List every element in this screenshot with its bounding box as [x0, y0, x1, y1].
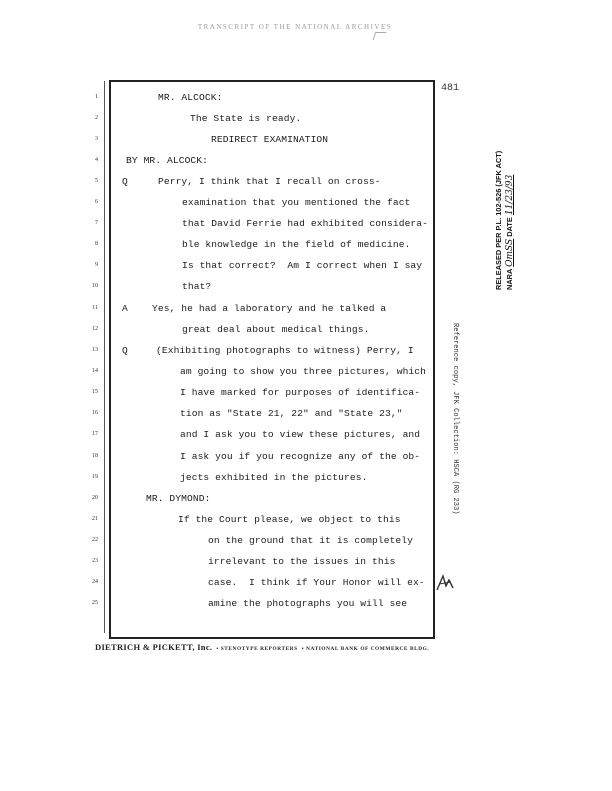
transcript-line: I ask you if you recognize any of the ob- [180, 451, 421, 462]
line-number: 19 [92, 474, 98, 480]
firm-address: NATIONAL BANK OF COMMERCE BLDG. [306, 646, 430, 652]
transcript-line: Perry, I think that I recall on cross- [158, 176, 381, 187]
line-number: 9 [95, 262, 98, 268]
line-number: 14 [92, 368, 98, 374]
line-number: 17 [92, 431, 98, 437]
transcript-line: Is that correct? Am I correct when I say [182, 260, 423, 271]
line-number: 5 [95, 178, 98, 184]
speaker-q: Q [122, 176, 128, 187]
reporters-label: STENOTYPE REPORTERS [220, 646, 298, 652]
firm-name: DIETRICH & PICKETT, Inc. [95, 642, 213, 652]
line-number: 22 [92, 537, 98, 543]
line-number: 13 [92, 347, 98, 353]
transcript-line: case. I think if Your Honor will ex- [208, 577, 425, 588]
speaker-q: Q [122, 345, 128, 356]
line-number: 7 [95, 220, 98, 226]
transcript-line: on the ground that it is completely [208, 535, 414, 546]
transcript-line: jects exhibited in the pictures. [180, 472, 368, 483]
line-number: 25 [92, 600, 98, 606]
transcript-line: MR. ALCOCK: [158, 92, 223, 103]
transcript-line: REDIRECT EXAMINATION [211, 134, 329, 145]
nara-label: NARA [505, 268, 514, 290]
line-number: 20 [92, 495, 98, 501]
transcript-line: BY MR. ALCOCK: [126, 155, 209, 166]
transcript-line: tion as "State 21, 22" and "State 23," [180, 408, 403, 419]
transcript-line: am going to show you three pictures, which [180, 366, 427, 377]
page-number: 481 [441, 83, 460, 94]
transcript-line: amine the photographs you will see [208, 598, 408, 609]
line-number: 8 [95, 241, 98, 247]
speaker-a: A [122, 303, 128, 314]
line-number: 6 [95, 199, 98, 205]
reference-note-text: Reference copy, JFK Collection: HSCA (RG 233) [451, 323, 459, 515]
transcript-line: that? [182, 281, 212, 292]
line-number: 11 [92, 305, 98, 311]
nara-initials: OmSS [505, 238, 515, 267]
transcript-line: MR. DYMOND: [146, 493, 211, 504]
transcript-line: I have marked for purposes of identifica- [180, 387, 421, 398]
transcript-line: irrelevant to the issues in this [208, 556, 396, 567]
transcript-line: and I ask you to view these pictures, and [180, 429, 421, 440]
transcript-line: great deal about medical things. [182, 324, 370, 335]
line-number: 18 [92, 453, 98, 459]
release-line: RELEASED PER P.L. 102-526 (JFK ACT) [494, 150, 503, 290]
release-stamp [493, 95, 523, 295]
transcript-line: The State is ready. [190, 113, 302, 124]
line-number: 12 [92, 326, 98, 332]
transcript-line: examination that you mentioned the fact [182, 197, 411, 208]
line-number: 15 [92, 389, 98, 395]
line-number: 1 [95, 94, 98, 100]
transcript-line: (Exhibiting photographs to witness) Perry, I [156, 345, 414, 356]
date-label: DATE [505, 217, 514, 237]
transcript-line: If the Court please, we object to this [178, 514, 401, 525]
line-number: 24 [92, 579, 98, 585]
release-date: 11/23/93 [505, 174, 515, 216]
archive-header: TRANSCRIPT OF THE NATIONAL ARCHIVES [197, 23, 393, 31]
line-number: 4 [95, 157, 98, 163]
reporter-footer: DIETRICH & PICKETT, Inc. • STENOTYPE REPORTERS • NATIONAL BANK OF COMMERCE BLDG. [95, 642, 430, 652]
line-number: 23 [92, 558, 98, 564]
line-number: 3 [95, 136, 98, 142]
line-number: 2 [95, 115, 98, 121]
line-number: 16 [92, 410, 98, 416]
transcript-line: ble knowledge in the field of medicine. [182, 239, 411, 250]
transcript-line: Yes, he had a laboratory and he talked a [152, 303, 387, 314]
line-number: 10 [92, 283, 98, 289]
reference-note [448, 323, 460, 553]
margin-rule [104, 81, 105, 633]
transcript-line: that David Ferrie had exhibited considera- [182, 218, 429, 229]
line-number: 21 [92, 516, 98, 522]
handwritten-initial-mark [434, 572, 456, 594]
corner-mark [373, 32, 387, 40]
